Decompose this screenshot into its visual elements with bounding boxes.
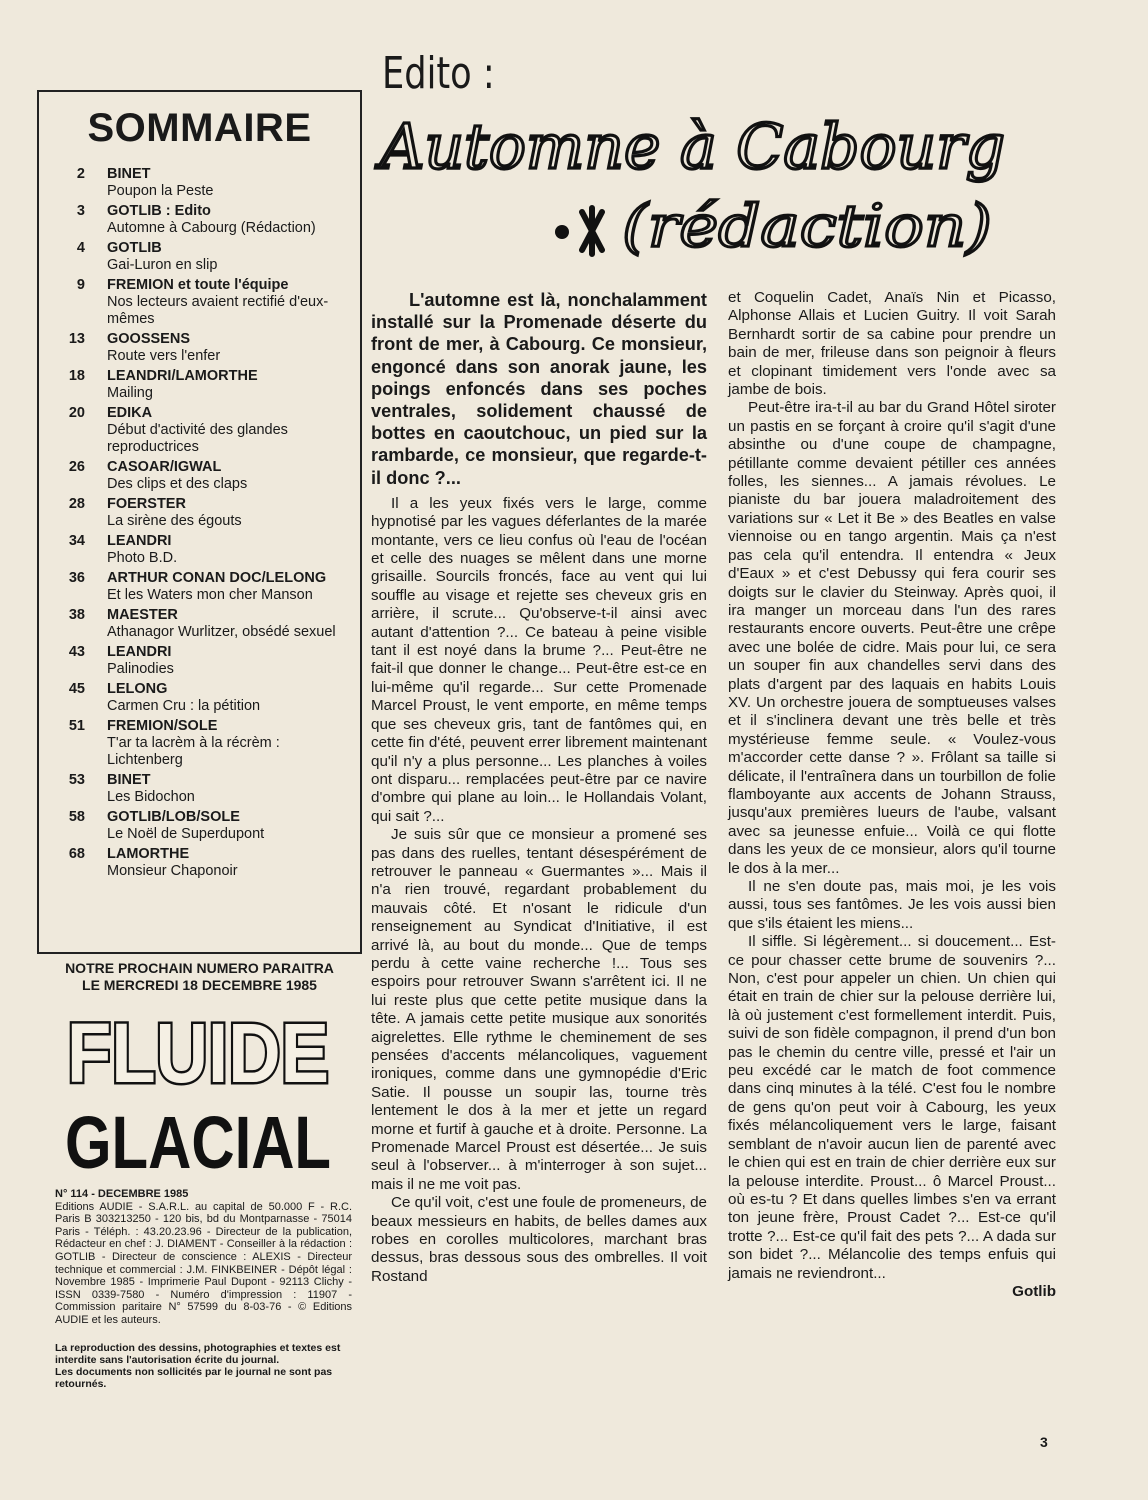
toc-title: Des clips et des claps <box>107 476 248 492</box>
toc-author: LAMORTHE <box>107 846 190 862</box>
article-paragraph: Il a les yeux fixés vers le large, comme hypnotisé par les vagues déferlantes de la marée montante, vers ce lieu confus où l'eau de l'océan et celle des nuages se mêlent dans une morne grisaille. Sourcils froncés, face au vent qui lui souffle au visage et rejette ses cheveux gris en arrière, il scrute... Qu'observe-t-il ainsi avec autant d'attention ?... Ce bateau à peine visible tant il est noyé dans la brume ?... Peut-être ne fait-il que donner le change... Peut-être est-ce en lui-même qu'il regarde... Sur cette Promenade Marcel Proust, le vent emporte, en même temps que ses cheveux gris, tant de fantômes qui, en cette fin d'été, peuvent errer librement maintenant qu'il n'y a plus personne... Les planches à voiles ont disparu... remplacées peut-être par ce navire d'ombre qui plane au loin... le Hollandais Volant, qui sait ?... <box>371 494 707 825</box>
toc-body <box>107 405 337 456</box>
toc-title: Athanagor Wurlitzer, obsédé sexuel <box>107 624 336 640</box>
toc-body <box>107 166 337 200</box>
toc-title: Mailing <box>107 385 153 401</box>
toc-page-number: 20 <box>68 405 85 421</box>
article-paragraph: Il siffle. Si légèrement... si doucement... Est-ce pour chasser cette brume de souvenirs ?... Non, c'est pour appeler un chien. Un chien qui était en train de chier sur la pelouse derrière lui, là où justement c'est formellement interdit. Puis, suivi de son fidèle compagnon, il prend d'un bon pas le chemin du centre ville, pressé et l'air un peu excédé car le match de foot commence dans cinq minutes à la télé. C'est fou le nombre de gens qu'on peut voir à Cabourg, les yeux fixés mélancoliquement vers le large, faisant semblant de n'avoir aucun lien de parenté avec le chien qui est en train de chier derrière eux sur la pelouse interdite. Proust... ô Marcel Proust... où es-tu ? Et dans quelles limbes s'en va errant ton jeune frère, Proust Cadet ?... Est-ce qu'il trotte ?... Est-ce qu'il fait des pets ?... A dada sur son bidet ?... Mélancolie des temps enfuis qui jamais ne reviendront... <box>728 933 1056 1282</box>
headline-line1: Automne à Cabourg <box>375 110 1005 183</box>
toc-entry <box>39 405 360 456</box>
toc-entry <box>39 644 360 678</box>
legal-reproduction: La reproduction des dessins, photographies et textes est interdite sans l'autorisation écrite du journal. <box>55 1342 341 1366</box>
toc-author: LELONG <box>107 681 168 697</box>
next-issue-line1: NOTRE PROCHAIN NUMERO PARAITRA <box>65 960 334 976</box>
toc-body <box>107 718 337 769</box>
toc-title: T'ar ta lacrèm à la récrèm : Lichtenberg <box>107 735 280 768</box>
toc-page-number: 43 <box>68 644 85 660</box>
toc-entry <box>39 496 360 530</box>
toc-body <box>107 644 337 678</box>
toc-entry <box>39 846 360 880</box>
toc-page-number: 34 <box>68 533 85 549</box>
toc-author: GOTLIB/LOB/SOLE <box>107 809 240 825</box>
sommaire-box <box>37 90 362 954</box>
toc-body <box>107 459 337 493</box>
toc-entry <box>39 240 360 274</box>
next-issue-line2: LE MERCREDI 18 DECEMBRE 1985 <box>82 977 317 993</box>
toc-title: Et les Waters mon cher Manson <box>107 587 313 603</box>
sommaire-title: SOMMAIRE <box>87 106 312 150</box>
next-issue-notice <box>37 960 362 994</box>
toc-entry <box>39 277 360 328</box>
toc-title: Nos lecteurs avaient rectifié d'eux-mêmes <box>107 294 329 327</box>
article-column-1 <box>371 289 707 1286</box>
toc-author: FREMION/SOLE <box>107 718 218 734</box>
toc-entry <box>39 607 360 641</box>
toc-body <box>107 368 337 402</box>
toc-body <box>107 203 337 237</box>
toc-entry <box>39 203 360 237</box>
toc-title: Gai-Luron en slip <box>107 257 218 273</box>
toc-entry <box>39 809 360 843</box>
toc-title: Le Noël de Superdupont <box>107 826 265 842</box>
logo-glacial: GLACIAL <box>65 1101 331 1184</box>
article-paragraph-continued: et Coquelin Cadet, Anaïs Nin et Picasso, Alphonse Allais et Lucien Guitry. Il voit Sarah Bernhardt sortir de sa cabine pour prendre un bain de mer, frileuse dans son peignoir à fleurs et clopinant timidement vers l'onde avec sa jambe de bois. <box>728 289 1056 399</box>
toc-author: MAESTER <box>107 607 178 623</box>
toc-page-number: 51 <box>68 718 85 734</box>
edito-headline <box>370 100 1020 270</box>
toc-body <box>107 570 337 604</box>
toc-page-number: 45 <box>68 681 85 697</box>
toc-entry <box>39 772 360 806</box>
toc-title: La sirène des égouts <box>107 513 242 529</box>
toc-author: FREMION et toute l'équipe <box>107 277 289 293</box>
toc-entry <box>39 681 360 715</box>
toc-page-number: 36 <box>68 570 85 586</box>
toc-page-number: 13 <box>68 331 85 347</box>
article-column-2 <box>728 289 1056 1301</box>
toc-title: Monsieur Chaponoir <box>107 863 238 879</box>
toc-entry <box>39 533 360 567</box>
toc-body <box>107 533 337 567</box>
article-lead: L'automne est là, nonchalamment installé sur la Promenade déserte du front de mer, à Cabourg. Ce monsieur, engoncé dans son anorak jaune, les poings enfoncés dans ses poches ventrales, solidement chaussé de bottes en caoutchouc, un pied sur la rambarde, ce monsieur, que regarde-t-il donc ?... <box>371 290 707 488</box>
issue-number: N° 114 - DECEMBRE 1985 <box>55 1188 189 1200</box>
toc-body <box>107 846 337 880</box>
fluide-glacial-logo <box>58 1000 338 1184</box>
toc-entry <box>39 459 360 493</box>
table-of-contents <box>39 166 360 883</box>
toc-body <box>107 496 337 530</box>
toc-page-number: 38 <box>68 607 85 623</box>
page-number: 3 <box>1040 1434 1048 1450</box>
toc-body <box>107 240 337 274</box>
toc-author: FOERSTER <box>107 496 186 512</box>
toc-body <box>107 681 337 715</box>
toc-title: Palinodies <box>107 661 174 677</box>
toc-page-number: 18 <box>68 368 85 384</box>
toc-author: EDIKA <box>107 405 153 421</box>
asterisk-icon <box>555 208 602 254</box>
author-signature: Gotlib <box>1012 1282 1056 1300</box>
toc-author: ARTHUR CONAN DOC/LELONG <box>107 570 327 586</box>
toc-body <box>107 809 337 843</box>
article-paragraph: Je suis sûr que ce monsieur a promené ses pas dans des ruelles, tentant désespérément de retrouver le panneau « Guermantes »... Mais il n'a rien trouvé, regardant probablement du mauvais côté. Et n'osant le ridicule d'un renseignement au Syndicat d'Initiative, il est arrivé là, au bout du monde... Que de temps perdu à cette vaine recherche !... Tous ses espoirs pour retrouver Swann s'arrêtent ici. Il ne lui reste plus que cette petite musique dans la tête. A jamais cette petite musique aux sonorités aigrelettes. Elle rythme le cheminement de ses pensées d'accents mélancoliques, vaguement ironiques, comme dans une gymnopédie d'Eric Satie. Il pousse un soupir las, tourne très lentement le dos à la mer et jette un regard morne et furtif à gauche et à droite. Personne. La Promenade Marcel Proust est désertée... Je suis seul à l'observer... à m'interroger à son sujet... mais il ne me voit pas. <box>371 826 707 1193</box>
toc-page-number: 4 <box>76 240 85 256</box>
edito-label: Edito : <box>382 48 495 99</box>
legal-documents: Les documents non sollicités par le journal ne sont pas retournés. <box>55 1366 333 1390</box>
toc-author: GOTLIB : Edito <box>107 203 211 219</box>
headline-line2: (rédaction) <box>622 192 992 260</box>
toc-page-number: 53 <box>68 772 85 788</box>
toc-title: Route vers l'enfer <box>107 348 221 364</box>
toc-page-number: 26 <box>68 459 85 475</box>
toc-page-number: 68 <box>68 846 85 862</box>
toc-page-number: 3 <box>76 203 85 219</box>
toc-body <box>107 607 337 641</box>
toc-entry <box>39 570 360 604</box>
toc-author: LEANDRI <box>107 644 172 660</box>
article-paragraph: Il ne s'en doute pas, mais moi, je les vois aussi, tous ses fantômes. Je les vois aussi bien que s'ils étaient les miens... <box>728 878 1056 932</box>
toc-entry <box>39 368 360 402</box>
toc-body <box>107 772 337 806</box>
toc-body <box>107 331 337 365</box>
toc-author: BINET <box>107 772 151 788</box>
toc-page-number: 58 <box>68 809 85 825</box>
toc-page-number: 28 <box>68 496 85 512</box>
credits-text: Editions AUDIE - S.A.R.L. au capital de 50.000 F - R.C. Paris B 303213250 - 120 bis, bd du Montparnasse - 75014 Paris - Téléph. : 43.20.23.96 - Directeur de la publication, Rédacteur en chef : J. DIAMENT - Conseiller à la rédaction : GOTLIB - Directeur de conscience : ALEXIS - Directeur technique et commercial : J.M. FINKBEINER - Dépôt légal : Novembre 1985 - Imprimerie Paul Dupont - 92113 Clichy - ISSN 0339-7580 - Numéro d'impression : 11907 - Commission paritaire N° 57599 du 8-03-76 - © Editions AUDIE et les auteurs. <box>55 1200 352 1326</box>
toc-entry <box>39 166 360 200</box>
toc-author: GOTLIB <box>107 240 162 256</box>
toc-author: LEANDRI/LAMORTHE <box>107 368 258 384</box>
toc-entry <box>39 718 360 769</box>
toc-entry <box>39 331 360 365</box>
toc-title: Photo B.D. <box>107 550 178 566</box>
toc-author: CASOAR/IGWAL <box>107 459 222 475</box>
toc-title: Début d'activité des glandes reproductrices <box>107 422 288 455</box>
toc-title: Automne à Cabourg (Rédaction) <box>107 220 316 236</box>
publication-credits <box>55 1188 352 1327</box>
toc-author: LEANDRI <box>107 533 172 549</box>
article-paragraph: Peut-être ira-t-il au bar du Grand Hôtel siroter un pastis en se forçant à croire qu'il s'agit d'une absinthe ou d'une coupe de champagne, pétillante comme devaient pétiller ces années folles, les siennes... A jamais révolues. Le pianiste du bar jouera maladroitement des variations sur « Let it Be » des Beatles en valse viennoise ou en tango argentin. Mais ça n'est pas cela qu'il entendra. Il entendra « Jeux d'Eaux » et c'est Debussy qui fera courir ses doigts sur le clavier du Steinway. Après quoi, il ira manger un morceau dans l'un des rares restaurants encore ouverts. Peut-être une crêpe avec une bolée de cidre. Mais pour lui, ce sera un souper fin aux chandelles servi dans des plats d'argent par des laquais en habits Louis XV. Un orchestre jouera de somptueuses valses et il s'inclinera devant une très belle et très mystérieuse femme seule. « Voulez-vous m'accorder cette danse ? ». Frôlant sa taille si délicate, il l'entraînera dans un tourbillon de folie flamboyante aux accents de Johann Strauss, jusqu'aux premières lueurs de l'aube, valsant avec sa jeunesse enfuie... Voilà ce qui flotte dans les yeux de ce monsieur, alors qu'il tourne le dos à la mer... <box>728 399 1056 877</box>
toc-author: BINET <box>107 166 151 182</box>
toc-title: Poupon la Peste <box>107 183 214 199</box>
toc-page-number: 9 <box>76 277 85 293</box>
logo-fluide: FLUIDE <box>67 1006 329 1100</box>
toc-page-number: 2 <box>76 166 85 182</box>
toc-author: GOOSSENS <box>107 331 190 347</box>
legal-notice <box>55 1342 352 1390</box>
toc-body <box>107 277 337 328</box>
toc-title: Carmen Cru : la pétition <box>107 698 261 714</box>
article-paragraph: Ce qu'il voit, c'est une foule de promeneurs, de beaux messieurs en habits, de belles dames aux robes en corolles multicolores, marchant bras dessus, bras dessous sous des ombrelles. Il voit Rostand <box>371 1194 707 1285</box>
toc-title: Les Bidochon <box>107 789 195 805</box>
